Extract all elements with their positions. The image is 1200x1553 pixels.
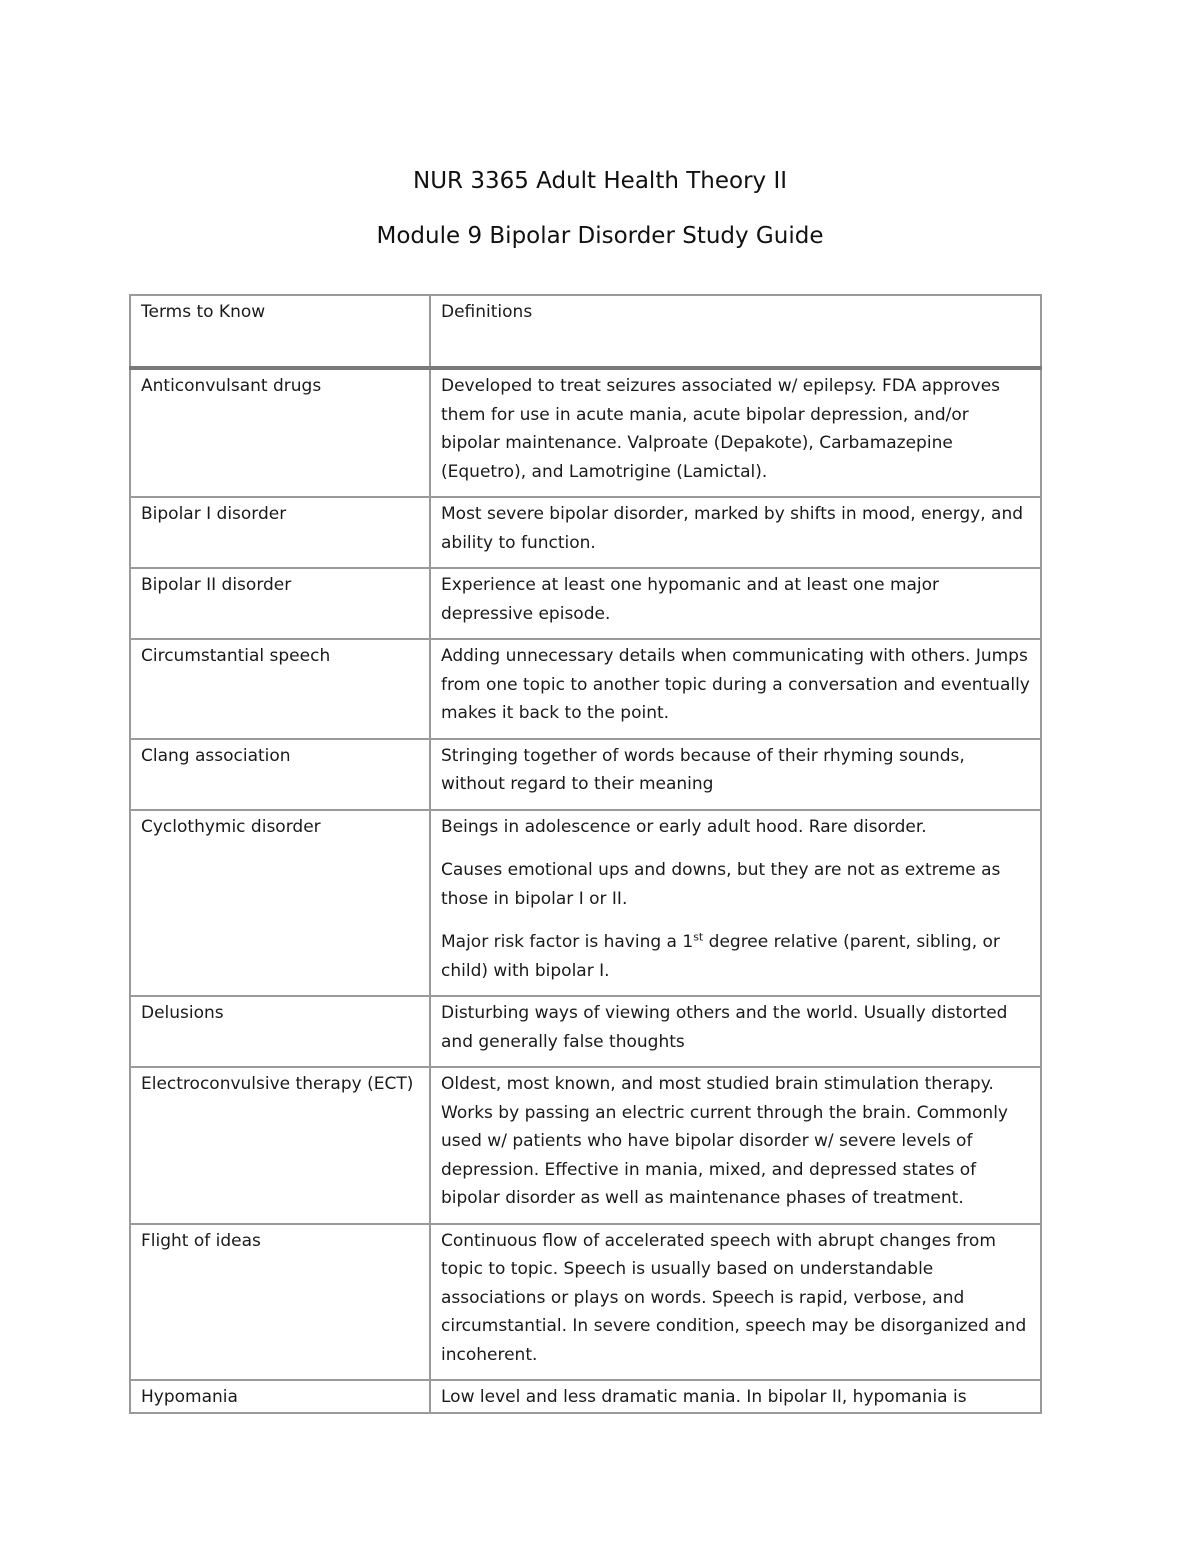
table-row xyxy=(130,497,1041,568)
definition-text xyxy=(441,928,1030,985)
definition-text: Oldest, most known, and most studied brain stimulation therapy. Works by passing an electric current through the brain. Commonly used w/ patients who have bipolar disorder w/ severe levels of depression. Effective in mania, mixed, and depressed states of bipolar disorder as well as maintenance phases of treatment. xyxy=(441,1074,1008,1208)
risk-text-after: degree relative (parent, sibling, or child) with bipolar I. xyxy=(441,932,1000,981)
document-title: NUR 3365 Adult Health Theory II xyxy=(412,168,788,194)
definition-text: Beings in adolescence or early adult hood. Rare disorder. xyxy=(441,816,927,837)
terms-table xyxy=(129,294,1042,1414)
definition-text: Adding unnecessary details when communicating with others. Jumps from one topic to another topic during a conversation and eventually makes it back to the point. xyxy=(441,646,1030,723)
document-subtitle: Module 9 Bipolar Disorder Study Guide xyxy=(376,223,824,249)
table-row xyxy=(130,1380,1041,1413)
definition-text: Experience at least one hypomanic and at least one major depressive episode. xyxy=(441,575,940,624)
term-text: Clang association xyxy=(141,745,291,766)
definition-cell xyxy=(430,368,1041,497)
definition-text: Causes emotional ups and downs, but they are not as extreme as those in bipolar I or II. xyxy=(441,860,1001,909)
table-row xyxy=(130,368,1041,497)
table-row xyxy=(130,1224,1041,1381)
table-row xyxy=(130,1067,1041,1224)
definition-cell xyxy=(430,739,1041,810)
definition-text: Developed to treat seizures associated w/ epilepsy. FDA approves them for use in acute mania, acute bipolar depression, and/or bipolar maintenance. Valproate (Depakote), Carbamazepine (Equetro), and Lamotrigine (Lamictal). xyxy=(441,376,1001,482)
table-row xyxy=(130,996,1041,1067)
ordinal-suffix: st xyxy=(693,930,704,944)
definition-cell xyxy=(430,568,1041,639)
term-cell xyxy=(130,739,430,810)
term-text: Cyclothymic disorder xyxy=(141,816,321,837)
term-text: Circumstantial speech xyxy=(141,646,331,666)
term-cell xyxy=(130,368,430,497)
definition-cell xyxy=(430,497,1041,568)
definition-cell xyxy=(430,1380,1041,1413)
term-text: Hypomania xyxy=(141,1387,238,1407)
term-text: Bipolar II disorder xyxy=(141,575,292,595)
risk-text-before: Major risk factor is having a 1 xyxy=(441,932,694,952)
term-cell xyxy=(130,1224,430,1381)
term-cell xyxy=(130,996,430,1067)
term-cell xyxy=(130,568,430,639)
term-text: Electroconvulsive therapy (ECT) xyxy=(141,1074,414,1094)
table-row xyxy=(130,810,1041,997)
header-terms: Terms to Know xyxy=(130,295,430,368)
term-cell xyxy=(130,639,430,739)
term-cell xyxy=(130,810,430,997)
term-text: Delusions xyxy=(141,1003,224,1023)
table-row xyxy=(130,568,1041,639)
definition-text: Low level and less dramatic mania. In bipolar II, hypomania is xyxy=(441,1387,967,1407)
definition-text: Stringing together of words because of their rhyming sounds, without regard to their meaning xyxy=(441,745,965,794)
definition-text: Disturbing ways of viewing others and the world. Usually distorted and generally false thoughts xyxy=(441,1003,1008,1052)
term-cell xyxy=(130,1067,430,1224)
table-row xyxy=(130,739,1041,810)
definition-cell xyxy=(430,1067,1041,1224)
term-text: Bipolar I disorder xyxy=(141,504,287,524)
definition-cell xyxy=(430,1224,1041,1381)
definition-text: Continuous flow of accelerated speech with abrupt changes from topic to topic. Speech is usually based on understandable associations or plays on words. Speech is rapid, verbose, and circumstantial. In severe condition, speech may be disorganized and incoherent. xyxy=(441,1230,1027,1365)
definition-cell xyxy=(430,996,1041,1067)
definition-text: Most severe bipolar disorder, marked by shifts in mood, energy, and ability to function. xyxy=(441,504,1024,553)
definition-cell xyxy=(430,810,1041,997)
table-header-row xyxy=(130,295,1041,368)
term-cell xyxy=(130,497,430,568)
term-text: Flight of ideas xyxy=(141,1230,261,1251)
definition-cell xyxy=(430,639,1041,739)
term-text: Anticonvulsant drugs xyxy=(141,376,322,396)
term-cell xyxy=(130,1380,430,1413)
header-definitions: Definitions xyxy=(430,295,1041,368)
table-row xyxy=(130,639,1041,739)
